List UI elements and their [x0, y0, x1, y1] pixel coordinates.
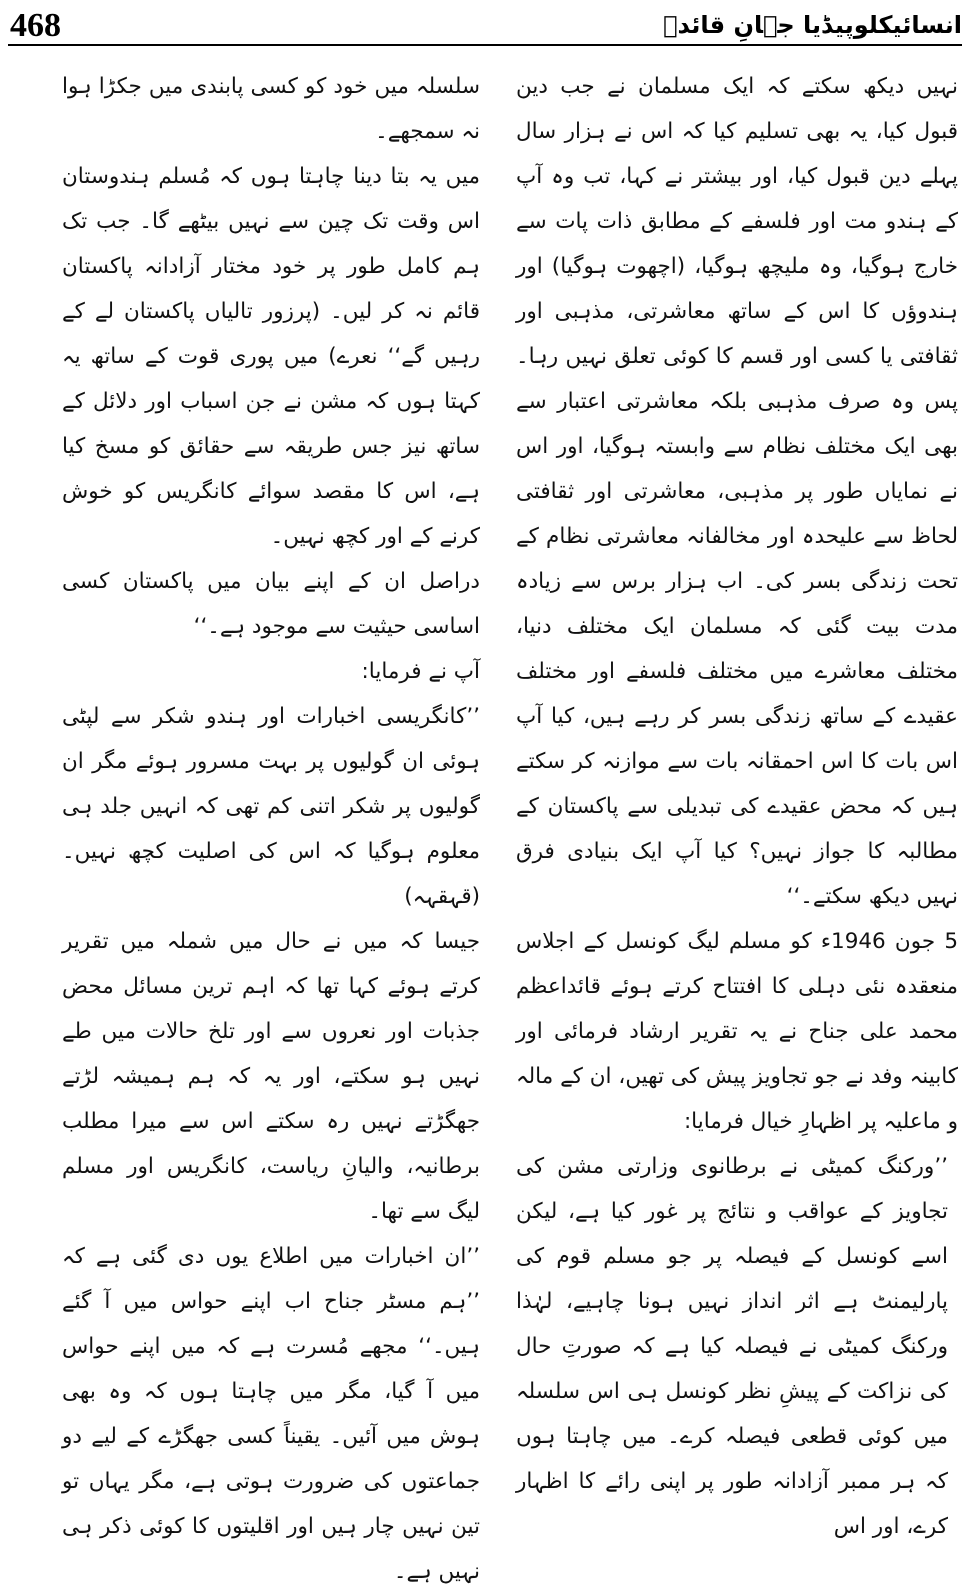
paragraph: نہیں دیکھ سکتے کہ ایک مسلمان نے جب دین قبول کیا، یہ بھی تسلیم کیا کہ اس نے ہزار سال پہلے دین قبول کیا، اور بیشتر نے کہا، تب وہ آپ کے ہندو مت اور فلسفے کے مطابق ذات پات سے خارج ہوگیا، وہ ملیچھ ہوگیا، (اچھوت ہوگیا) اور ہندوؤں کا اس کے ساتھ معاشرتی، مذہبی اور ثقافتی یا کسی اور قسم کا کوئی تعلق نہیں رہا۔ پس وہ صرف مذہبی بلکہ معاشرتی اعتبار سے بھی ایک مختلف نظام سے وابستہ ہوگیا، اور اس نے نمایاں طور پر مذہبی، معاشرتی اور ثقافتی لحاظ سے علیحدہ اور مخالفانہ معاشرتی نظام کے تحت زندگی بسر کی۔ اب ہزار برس سے زیادہ مدت بیت گئی کہ مسلمان ایک مختلف دنیا، مختلف معاشرے میں مختلف فلسفے اور مختلف عقیدے کے ساتھ زندگی بسر کر رہے ہیں، کیا آپ اس بات کا اس احمقانہ بات سے موازنہ کر سکتے ہیں کہ محض عقیدے کی تبدیلی سے پاکستان کے مطالبہ کا جواز نہیں؟ کیا آپ ایک بنیادی فرق نہیں دیکھ سکتے۔‘‘: [516, 74, 958, 909]
header-rule: [8, 44, 962, 46]
page-number: 468: [10, 7, 61, 44]
page-header: [0, 0, 968, 56]
quote-paragraph: ’’ورکنگ کمیٹی نے برطانوی وزارتی مشن کی تجاویز کے عواقب و نتائج پر غور کیا ہے، لیکن اسے کونسل کے فیصلہ پر جو مسلم قوم کی پارلیمنٹ ہے اثر انداز نہیں ہونا چاہیے، لہٰذا ورکنگ کمیٹی نے فیصلہ کیا ہے کہ صورتِ حال کی نزاکت کے پیشِ نظر کونسل ہی اس سلسلہ میں کوئی قطعی فیصلہ کرے۔ میں چاہتا ہوں کہ ہر ممبر آزادانہ طور پر اپنی رائے کا اظہار کرے، اور اس: [516, 1154, 948, 1539]
paragraph: دراصل ان کے اپنے بیان میں پاکستان کسی اساسی حیثیت سے موجود ہے۔‘‘: [62, 569, 480, 639]
quote-paragraph: ’’کانگریسی اخبارات اور ہندو شکر سے لپٹی ہوئی ان گولیوں پر بہت مسرور ہوئے مگر ان گولیوں پر شکر اتنی کم تھی کہ انہیں جلد ہی معلوم ہوگیا کہ اس کی اصلیت کچھ نہیں۔ (قہقہہ): [62, 704, 480, 909]
paragraph: سلسلہ میں خود کو کسی پابندی میں جکڑا ہوا نہ سمجھے۔: [62, 74, 480, 144]
paragraph: میں یہ بتا دینا چاہتا ہوں کہ مُسلم ہندوستان اس وقت تک چین سے نہیں بیٹھے گا۔ جب تک ہم کامل طور پر خود مختار آزادانہ پاکستان قائم نہ کر لیں۔ (پرزور تالیاں پاکستان لے کے رہیں گے‘‘ نعرے) میں پوری قوت کے ساتھ یہ کہتا ہوں کہ مشن نے جن اسباب اور دلائل کے ساتھ نیز جس طریقہ سے حقائق کو مسخ کیا ہے، اس کا مقصد سوائے کانگریس کو خوش کرنے کے اور کچھ نہیں۔: [62, 164, 480, 549]
paragraph: جیسا کہ میں نے حال میں شملہ میں تقریر کرتے ہوئے کہا تھا کہ اہم ترین مسائل محض جذبات اور نعروں سے اور تلخ حالات میں طے نہیں ہو سکتے، اور یہ کہ ہم ہمیشہ لڑتے جھگڑتے نہیں رہ سکتے اس سے میرا مطلب برطانیہ، والیانِ ریاست، کانگریس اور مسلم لیگ سے تھا۔: [62, 929, 480, 1224]
paragraph: آپ نے فرمایا:: [361, 659, 480, 684]
paragraph: 5 جون 1946ء کو مسلم لیگ کونسل کے اجلاس منعقدہ نئی دہلی کا افتتاح کرتے ہوئے قائداعظم محمد علی جناح نے یہ تقریر ارشاد فرمائی اور کابینہ وفد نے جو تجاویز پیش کی تھیں، ان کے مالہ و ماعلیہ پر اظہارِ خیال فرمایا:: [516, 929, 959, 1134]
running-title: انسائیکلوپیڈیا جہانِ قائدؒ: [663, 11, 962, 39]
quote-paragraph: ’’ان اخبارات میں اطلاع یوں دی گئی ہے کہ ’’ہم مسٹر جناح اب اپنے حواس میں آ گئے ہیں۔‘‘ مجھے مُسرت ہے کہ میں اپنے حواس میں آ گیا، مگر میں چاہتا ہوں کہ وہ بھی ہوش میں آئیں۔ یقیناً کسی جھگڑے کے لیے دو جماعتوں کی ضرورت ہوتی ہے، مگر یہاں تو تین نہیں چار ہیں اور اقلیتوں کا کوئی ذکر ہی نہیں ہے۔: [62, 1244, 480, 1584]
left-column: [62, 64, 480, 1594]
right-column: [516, 64, 958, 1549]
